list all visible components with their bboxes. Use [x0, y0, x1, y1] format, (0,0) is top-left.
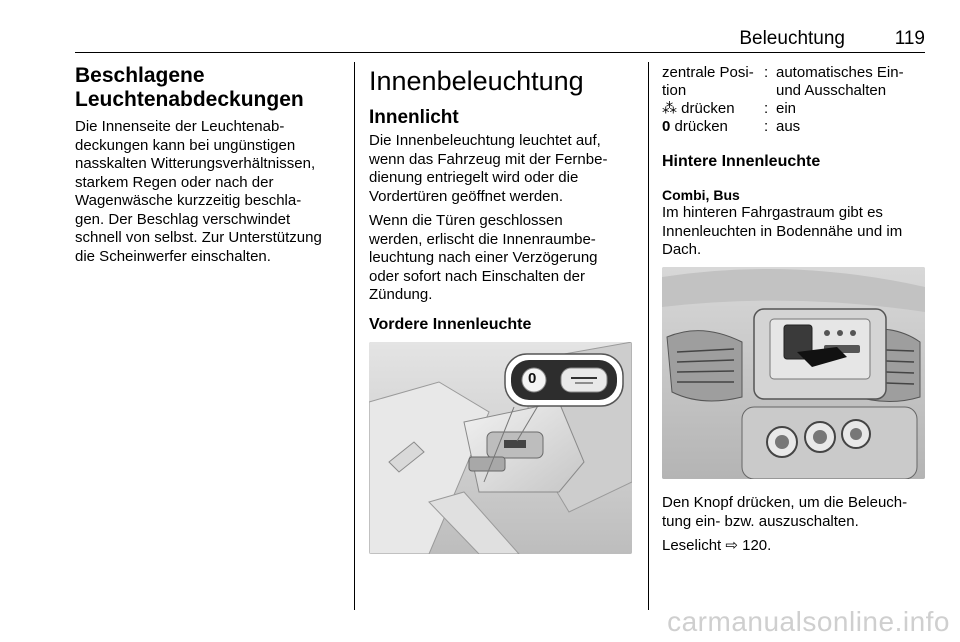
value-line: und Ausschalten	[776, 82, 887, 99]
watermark: carmanualsonline.info	[667, 606, 950, 637]
value-line: automatisches Ein-	[776, 64, 904, 81]
table-value	[776, 64, 928, 100]
switch-position-table	[662, 64, 928, 136]
column-1	[75, 64, 345, 266]
text-line: Vordertüren geöffnet werden.	[369, 187, 564, 205]
column-divider-2	[648, 62, 649, 610]
table-row	[662, 100, 928, 118]
arrow-right-icon: ⇨	[725, 537, 738, 554]
header-rule	[75, 52, 925, 53]
front-light-drawing	[369, 342, 632, 554]
text-line: Wagenwäsche kurzzeitig beschla-	[75, 192, 302, 209]
interior-light-paragraph-1	[369, 132, 637, 206]
page-header	[75, 28, 925, 52]
table-key	[662, 100, 764, 118]
text-line: gen. Der Beschlag verschwindet	[75, 210, 291, 228]
text-line: Wenn die Türen geschlossen	[369, 212, 563, 229]
lamp-icon: ⁂	[662, 100, 677, 117]
heading-line: Leuchtenabdeckungen	[75, 88, 304, 111]
text-line: nasskalten Witterungsverhältnissen,	[75, 155, 316, 172]
table-colon: :	[764, 64, 769, 81]
text-line: Den Knopf drücken, um die Beleuch-	[662, 494, 908, 511]
text-line: wenn das Fahrzeug mit der Fernbe-	[369, 150, 608, 168]
text-line: Dach.	[662, 241, 702, 258]
key-text: drücken	[670, 118, 728, 135]
table-colon: :	[764, 118, 769, 135]
text-line: Zündung.	[369, 286, 433, 303]
text-line: dienung entriegelt wird oder die	[369, 169, 579, 186]
page-number: 119	[894, 28, 925, 49]
key-text: drücken	[677, 100, 735, 117]
text-line: schnell von selbst. Zur Unterstützung	[75, 229, 322, 246]
interior-light-paragraph-2	[369, 212, 637, 305]
fogged-covers-paragraph	[75, 118, 345, 266]
text-line: werden, erlischt die Innenraumbe-	[369, 230, 596, 248]
text-line: deckungen kann bei ungünstigen	[75, 136, 296, 154]
text-line: Im hinteren Fahrgastraum gibt es	[662, 204, 883, 221]
table-colon: :	[764, 100, 769, 117]
heading-front-interior-light: Vordere Innenleuchte	[369, 315, 532, 333]
ref-text: Leselicht	[662, 537, 722, 554]
rear-light-instructions	[662, 494, 928, 556]
heading-line: Beschlagene	[75, 64, 205, 87]
text-line: Die Innenseite der Leuchtenab-	[75, 118, 285, 135]
text-line: Innenleuchten in Bodennähe und im	[662, 222, 903, 240]
rear-light-paragraph	[662, 204, 928, 260]
heading-fogged-covers	[75, 64, 345, 112]
table-row	[662, 118, 928, 136]
text-line: die Scheinwerfer einschalten.	[75, 247, 271, 265]
rear-interior-light-illustration	[662, 267, 925, 479]
switch-zero-label: 0	[528, 370, 537, 387]
text-line: starkem Regen oder nach der	[75, 173, 274, 191]
key-line: tion	[662, 82, 687, 99]
heading-interior-lighting: Innenbeleuchtung	[369, 66, 584, 96]
column-divider-1	[354, 62, 355, 610]
heading-interior-light: Innenlicht	[369, 107, 459, 128]
reading-light-reference	[662, 537, 928, 556]
key-bold: 0	[662, 118, 671, 135]
table-key	[662, 64, 764, 100]
key-line: zentrale Posi-	[662, 64, 754, 81]
text-line: Die Innenbeleuchtung leuchtet auf,	[369, 132, 601, 149]
table-key	[662, 118, 764, 136]
ref-page-link[interactable]: 120.	[737, 537, 772, 554]
text-line: leuchtung nach einer Verzögerung	[369, 249, 598, 266]
heading-rear-interior-light: Hintere Innenleuchte	[662, 153, 821, 170]
table-value: aus	[776, 118, 801, 135]
front-interior-light-illustration	[369, 342, 632, 554]
heading-combi-bus: Combi, Bus	[662, 187, 740, 203]
column-3	[662, 64, 928, 554]
column-2	[369, 64, 637, 335]
table-value: ein	[776, 100, 797, 117]
text-line: oder sofort nach Einschalten der	[369, 267, 585, 285]
text-line: tung ein- bzw. auszuschalten.	[662, 512, 859, 530]
header-title: Beleuchtung	[739, 28, 845, 49]
rear-light-drawing	[662, 267, 925, 479]
table-row	[662, 64, 928, 100]
